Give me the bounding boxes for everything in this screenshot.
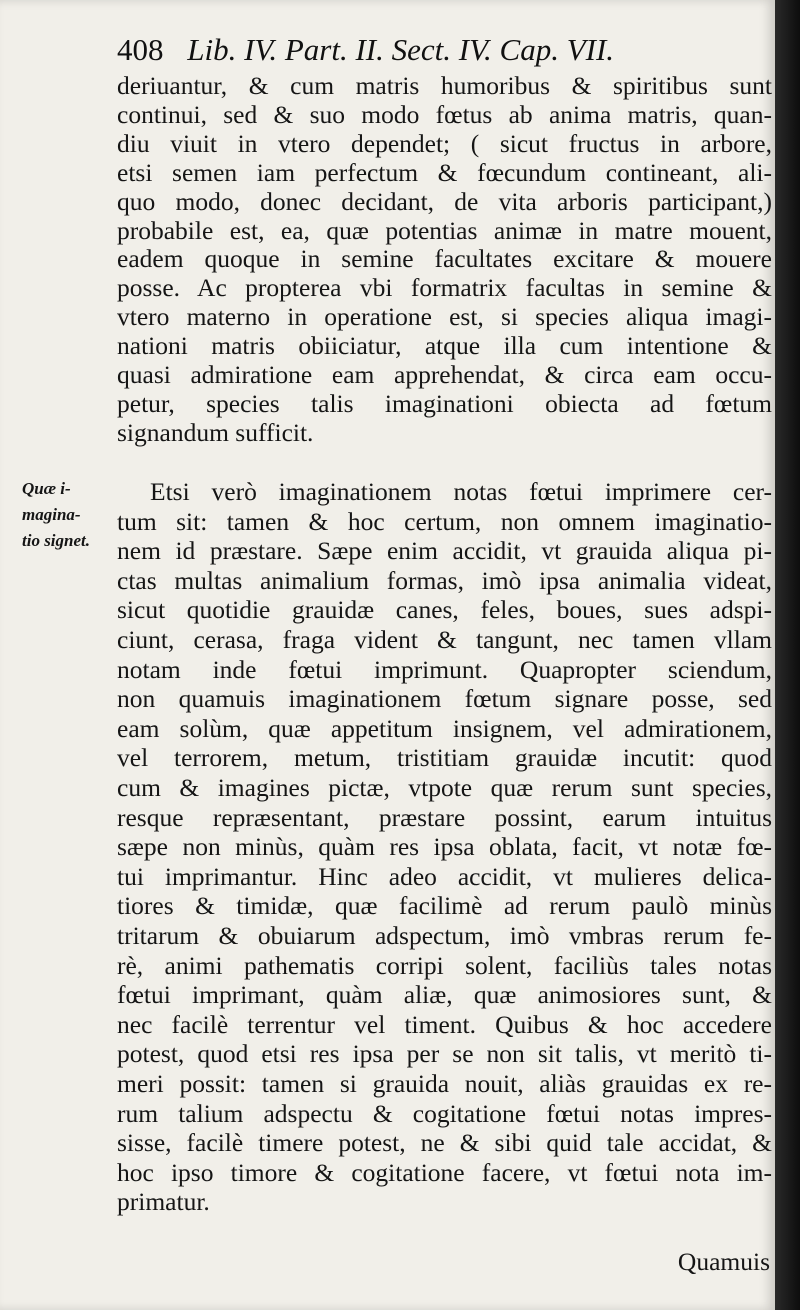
page-edge xyxy=(775,0,800,1310)
text-line: diu viuit in vtero dependet; ( sicut fructus in arbore, xyxy=(117,128,772,158)
marginal-note-line: tio signet. xyxy=(22,531,91,550)
text-line: ctas multas animalium formas, imò ipsa animalia videat, xyxy=(117,565,772,595)
text-line: tiores & timidæ, quæ facilimè ad rerum paulò minùs xyxy=(117,891,772,921)
text-line: petur, species talis imaginationi obiecta ad fœtum xyxy=(117,388,772,418)
text-line: eam solùm, quæ appetitum insignem, vel admirationem, xyxy=(117,713,772,743)
marginal-note-line: magina- xyxy=(22,505,81,524)
page-number: 408 xyxy=(117,32,164,67)
running-header xyxy=(117,30,757,70)
text-line: signandum sufficit. xyxy=(117,417,314,447)
text-line: eadem quoque in semine facultates excitare & mouere xyxy=(117,244,772,274)
text-line: hoc ipso timore & cogitatione facere, vt fœtui nota im- xyxy=(117,1157,772,1187)
running-head: Lib. IV. Part. II. Sect. IV. Cap. VII. xyxy=(187,32,615,67)
text-line: rum talium adspectu & cogitatione fœtui notas impres- xyxy=(117,1098,772,1128)
text-line: notam inde fœtui imprimunt. Quapropter sciendum, xyxy=(117,654,772,684)
text-line: nec facilè terrentur vel timent. Quibus & hoc accedere xyxy=(117,1009,772,1039)
text-line: quo modo, donec decidant, de vita arboris participant,) xyxy=(117,186,772,216)
text-line: fœtui imprimant, quàm aliæ, quæ animosiores sunt, & xyxy=(117,980,772,1010)
text-line: tui imprimantur. Hinc adeo accidit, vt mulieres delica- xyxy=(117,861,772,891)
text-line: sicut quotidie grauidæ canes, feles, boues, sues adspi- xyxy=(117,595,772,625)
text-line: etsi semen iam perfectum & fœcundum contineant, ali- xyxy=(117,157,772,187)
text-line: primatur. xyxy=(117,1187,210,1217)
text-line: resque repræsentant, præstare possint, earum intuitus xyxy=(117,802,772,832)
text-line: sisse, facilè timere potest, ne & sibi quid tale accidat, & xyxy=(117,1128,772,1158)
text-line: posse. Ac propterea vbi formatrix facultas in semine & xyxy=(117,273,772,303)
text-line: quasi admiratione eam apprehendat, & circa eam occu- xyxy=(117,360,772,389)
text-line: vtero materno in operatione est, si species aliqua imagi- xyxy=(117,302,772,332)
text-line: nationi matris obiiciatur, atque illa cum intentione & xyxy=(117,331,772,361)
text-line: Etsi verò imaginationem notas fœtui imprimere cer- xyxy=(150,477,772,506)
text-line: potest, quod etsi res ipsa per se non sit talis, vt meritò ti- xyxy=(117,1039,772,1069)
text-line: continui, sed & suo modo fœtus ab anima matris, quan- xyxy=(117,99,772,129)
text-line: sæpe non minùs, quàm res ipsa oblata, facit, vt notæ fœ- xyxy=(117,832,772,862)
text-line: cum & imagines pictæ, vtpote quæ rerum sunt species, xyxy=(117,773,772,802)
text-line: non quamuis imaginationem fœtum signare posse, sed xyxy=(117,684,772,714)
text-line: meri possit: tamen si grauida nouit, aliàs grauidas ex re- xyxy=(117,1069,772,1098)
text-line: tritarum & obuiarum adspectum, imò vmbras rerum fe- xyxy=(117,921,772,950)
text-line: rè, animi pathematis corripi solent, faciliùs tales notas xyxy=(117,950,772,980)
text-line: nem id præstare. Sæpe enim accidit, vt grauida aliqua pi- xyxy=(117,536,772,566)
text-line: probabile est, ea, quæ potentias animæ in matre mouent, xyxy=(117,215,772,245)
marginal-note-line: Quæ i- xyxy=(22,479,71,498)
text-line: vel terrorem, metum, tristitiam grauidæ incutit: quod xyxy=(117,743,772,773)
text-line: tum sit: tamen & hoc certum, non omnem imaginatio- xyxy=(117,506,772,536)
text-line: deriuantur, & cum matris humoribus & spiritibus sunt xyxy=(117,71,772,100)
text-line: ciunt, cerasa, fraga vident & tangunt, nec tamen vllam xyxy=(117,625,772,654)
catchword: Quamuis xyxy=(677,1247,770,1276)
